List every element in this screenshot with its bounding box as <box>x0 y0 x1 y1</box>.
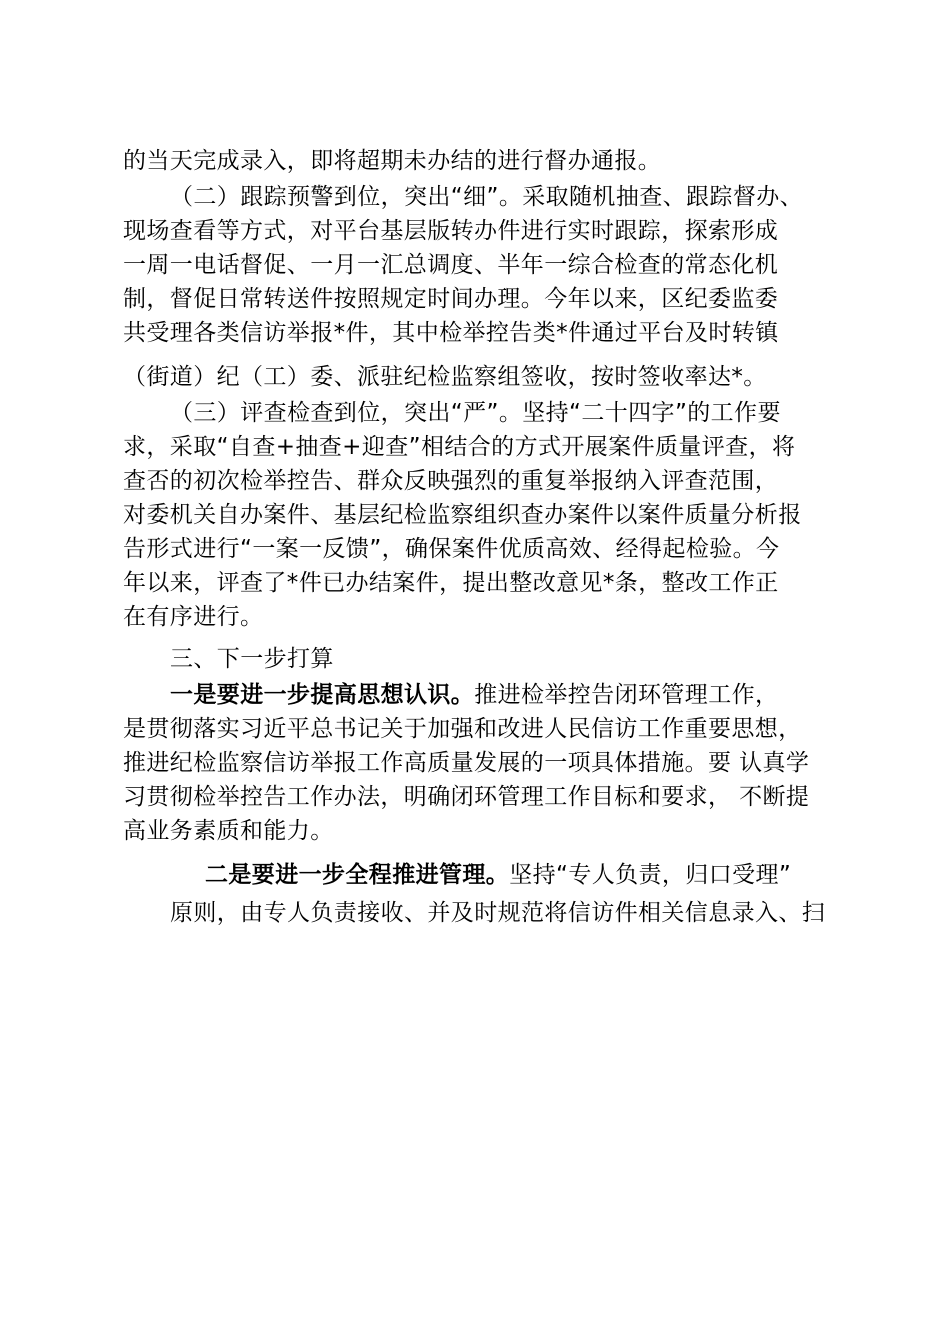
text-line: 习贯彻检举控告工作办法，明确闭环管理工作目标和要求， 不断提 <box>123 784 810 810</box>
text-line: 告形式进行“一案一反馈”，确保案件优质高效、经得起检验。今 <box>123 536 780 562</box>
text-line: 原则，由专人负责接收、并及时规范将信访件相关信息录入、扫 <box>170 900 826 926</box>
bold-lead: 二是要进一步全程推进管理。 <box>205 862 510 888</box>
paragraph-first-line <box>170 680 778 710</box>
text-line: 制，督促日常转送件按照规定时间办理。今年以来，区纪委监委 <box>123 286 779 312</box>
text-line: 对委机关自办案件、基层纪检监察组织查办案件以案件质量分析报 <box>123 502 802 528</box>
text-line: （街道）纪（工）委、派驻纪检监察组签收，按时签收率达*。 <box>123 364 767 390</box>
text-line: （二）跟踪预警到位，突出“细”。采取随机抽查、跟踪督办、 <box>170 184 804 210</box>
text-line: 现场查看等方式，对平台基层版转办件进行实时跟踪，探索形成 <box>123 218 779 244</box>
paragraph-first-line <box>205 860 791 890</box>
text-line: 一周一电话督促、一月一汇总调度、半年一综合检查的常态化机 <box>123 252 779 278</box>
text-line: 推进纪检监察信访举报工作高质量发展的一项具体措施。要 认真学 <box>123 750 810 776</box>
section-heading: 三、下一步打算 <box>170 646 334 672</box>
text-line: 查否的初次检举控告、群众反映强烈的重复举报纳入评查范围， <box>123 468 779 494</box>
text-line: 的当天完成录入，即将超期未办结的进行督办通报。 <box>123 148 662 174</box>
text-line: 在有序进行。 <box>123 604 264 630</box>
bold-lead: 一是要进一步提高思想认识。 <box>170 682 475 708</box>
text-line: 高业务素质和能力。 <box>123 818 334 844</box>
lead-rest: 坚持“专人负责，归口受理” <box>509 862 792 888</box>
text-line: 共受理各类信访举报*件，其中检举控告类*件通过平台及时转镇 <box>123 320 779 346</box>
lead-rest: 推进检举控告闭环管理工作， <box>474 682 779 708</box>
text-line: 求，采取“自查+抽查+迎查”相结合的方式开展案件质量评查，将 <box>123 434 796 460</box>
text-line: 年以来，评查了*件已办结案件，提出整改意见*条，整改工作正 <box>123 570 779 596</box>
text-line: （三）评查检查到位，突出“严”。坚持“二十四字”的工作要 <box>170 400 781 426</box>
text-line: 是贯彻落实习近平总书记关于加强和改进人民信访工作重要思想， <box>123 716 802 742</box>
